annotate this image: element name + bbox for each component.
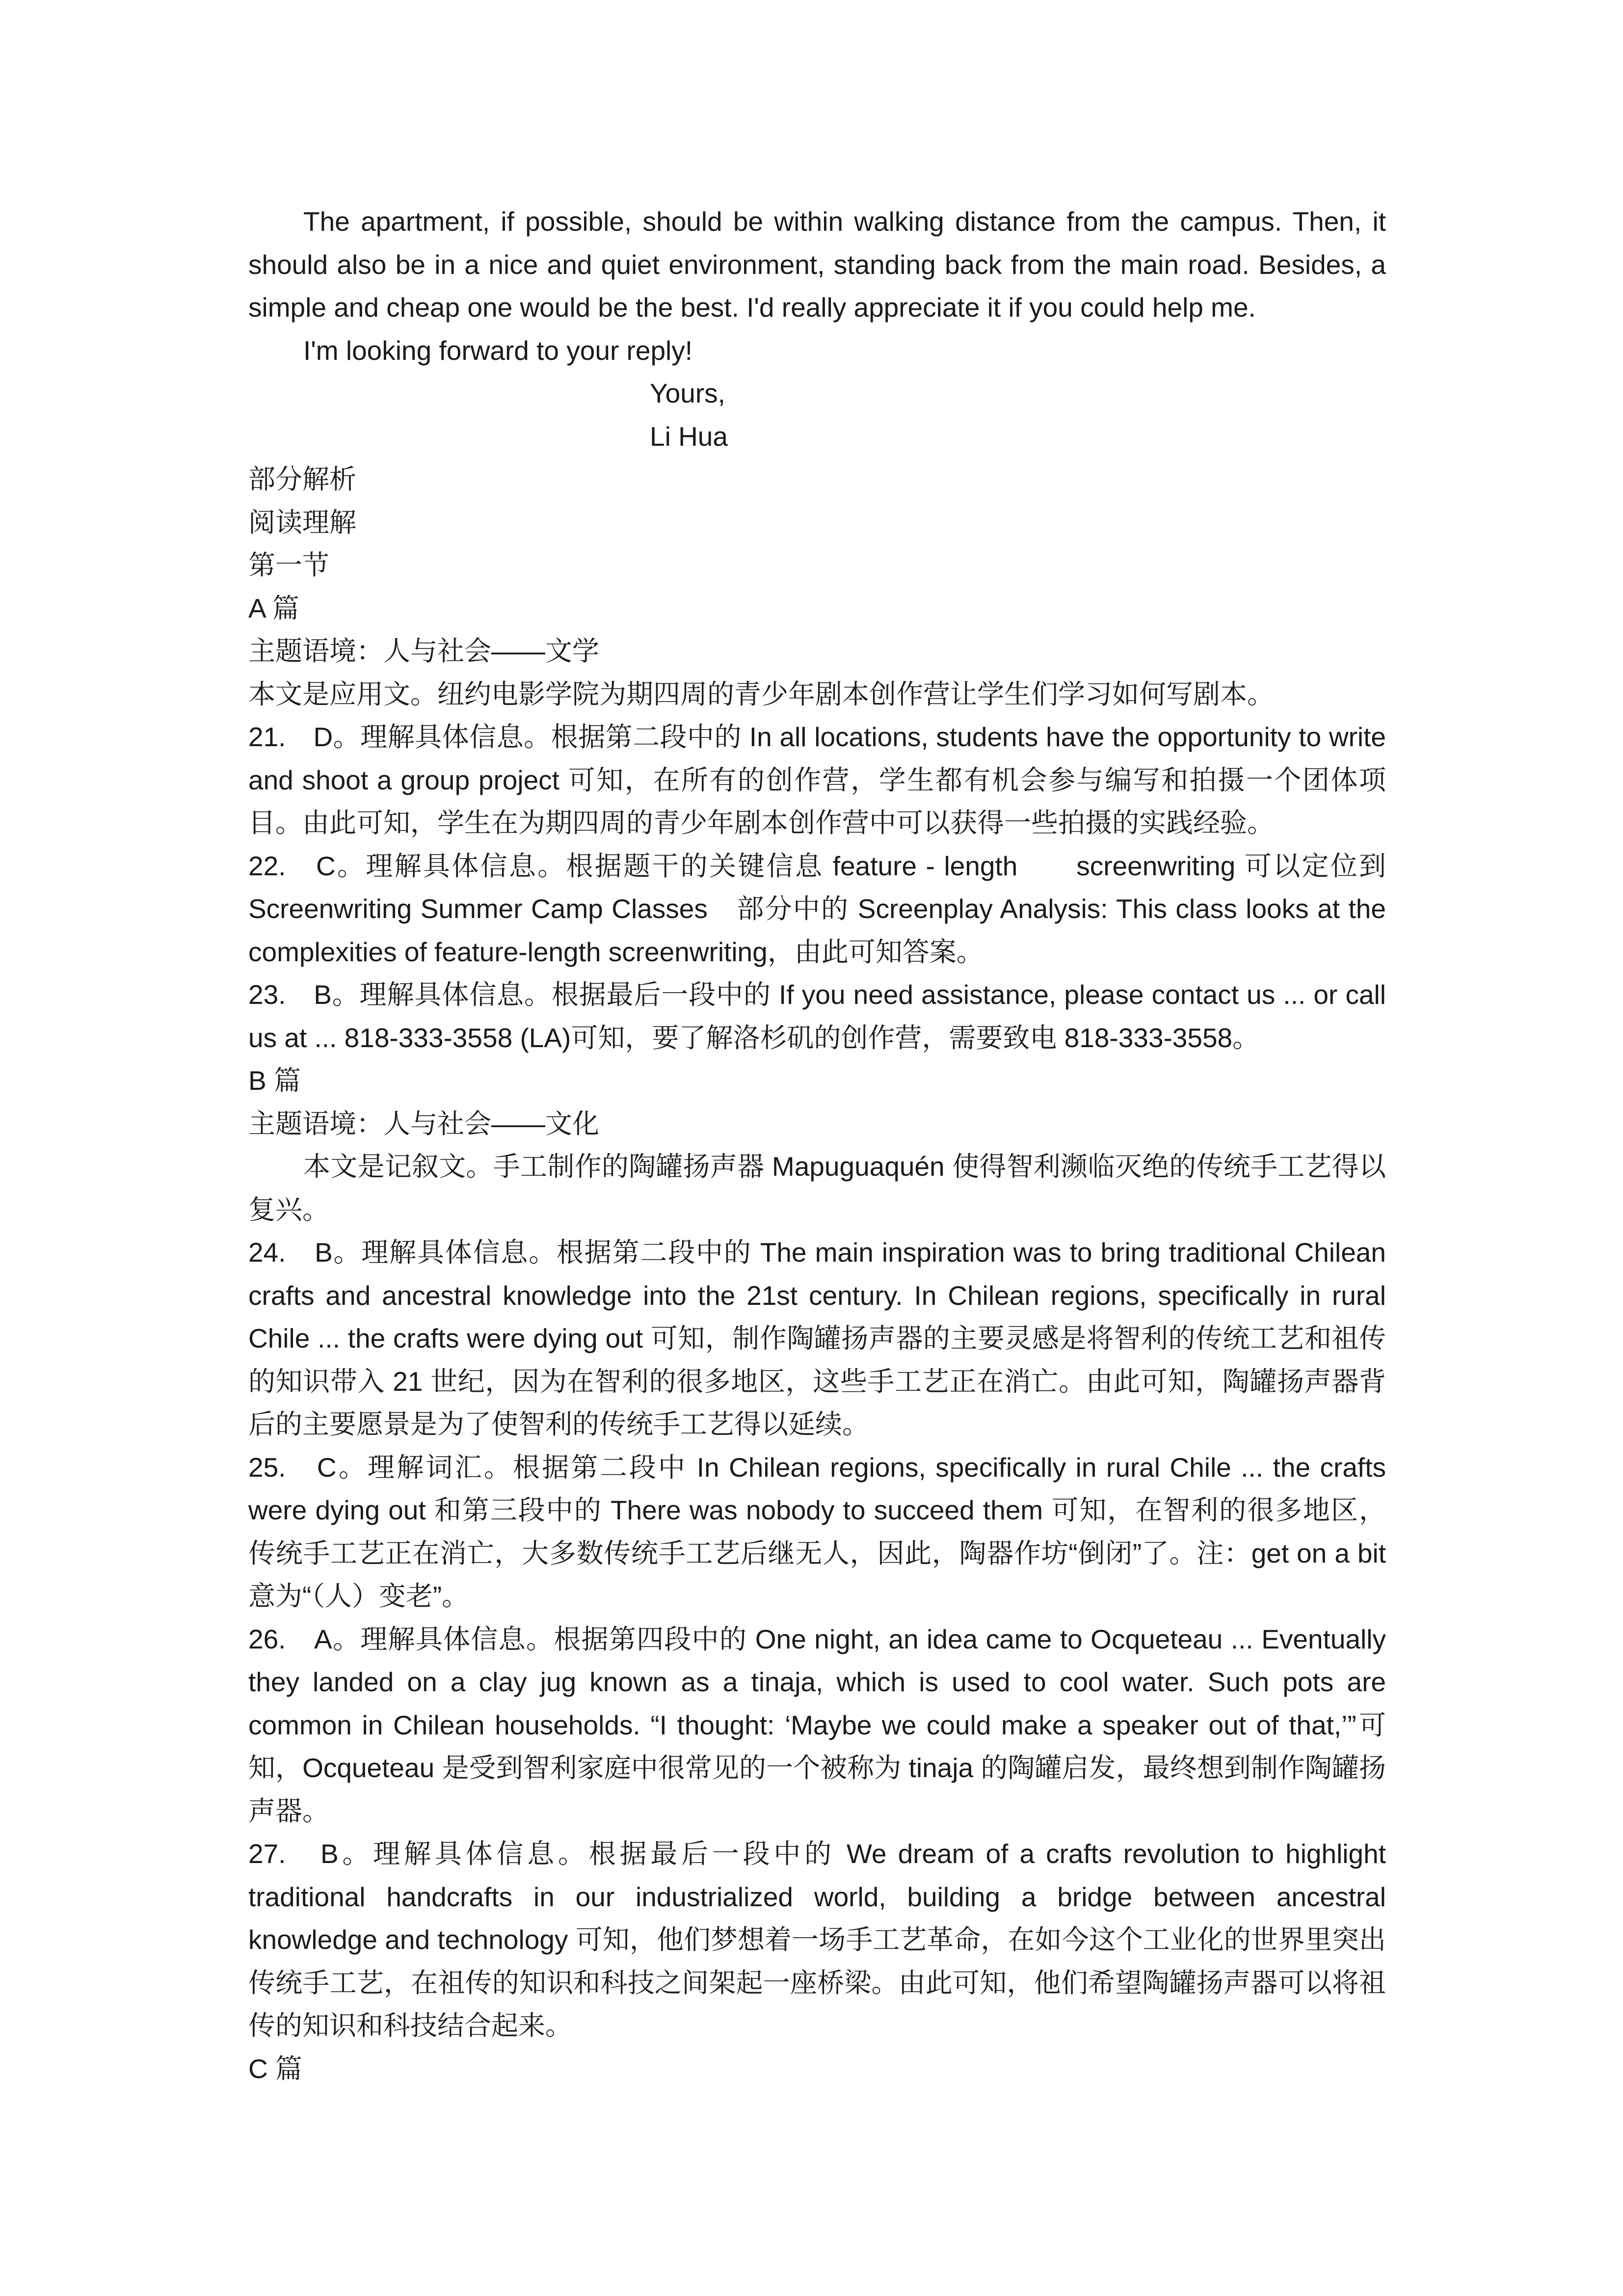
- part-title: 第一节: [248, 550, 330, 580]
- letter-paragraph: I'm looking forward to your reply!: [303, 335, 693, 366]
- passage-label: B 篇: [248, 1065, 301, 1096]
- answer-item: 24. B。理解具体信息。根据第二段中的 The main inspiration was to bring traditional Chilean crafts and ancestral knowledge into the 21st century. In Chilean regions, specifically in rural Chile ... the crafts were dying out 可知，制作陶罐扬声器的主要灵感是将智利的传统工艺和祖传的知识带入 21 世纪，因为在智利的很多地区，这些手工艺正在消亡。由此可知，陶罐扬声器背后的主要愿景是为了使智利的传统手工艺得以延续。: [248, 1237, 1386, 1439]
- analysis-heading: 部分解析: [248, 464, 357, 494]
- passage-summary: 本文是记叙文。手工制作的陶罐扬声器 Mapuguaquén 使得智利濒临灭绝的传统手工艺得以复兴。: [248, 1151, 1386, 1225]
- passage-summary: 本文是应用文。纽约电影学院为期四周的青少年剧本创作营让学生们学习如何写剧本。: [248, 678, 1275, 709]
- passage-theme: 主题语境：人与社会——文学: [248, 636, 600, 666]
- passage-label: C 篇: [248, 2053, 303, 2084]
- answer-item: 21. D。理解具体信息。根据第二段中的 In all locations, students have the opportunity to write and shoot a group project 可知，在所有的创作营，学生都有机会参与编写和拍摄一个团体项目。由此可知，学生在为期四周的青少年剧本创作营中可以获得一些拍摄的实践经验。: [248, 722, 1386, 838]
- answer-item: 22. C。理解具体信息。根据题干的关键信息 feature - length screenwriting 可以定位到 Screenwriting Summer Camp Classes 部分中的 Screenplay Analysis: This class looks at the complexities of feature-length screenwriting，由此可知答案。: [248, 850, 1386, 967]
- section-title: 阅读理解: [248, 507, 357, 538]
- letter-signature: Li Hua: [650, 421, 728, 452]
- passage-label: A 篇: [248, 593, 299, 623]
- document-page: [248, 200, 1386, 2090]
- letter-closing: Yours,: [650, 378, 725, 408]
- answer-item: 26. A。理解具体信息。根据第四段中的 One night, an idea came to Ocqueteau ... Eventually they landed on a clay jug known as a tinaja, which is used to cool water. Such pots are common in Chilean households. “I thought: ‘Maybe we could make a speaker out of that,’”可知，Ocqueteau 是受到智利家庭中很常见的一个被称为 tinaja 的陶罐启发，最终想到制作陶罐扬声器。: [248, 1623, 1386, 1826]
- letter-paragraph: The apartment, if possible, should be within walking distance from the campus. Then, it should also be in a nice and quiet environment, standing back from the main road. Besides, a simple and cheap one would be the best. I'd really appreciate it if you could help me.: [248, 206, 1386, 323]
- passage-theme: 主题语境：人与社会——文化: [248, 1108, 600, 1139]
- answer-item: 27. B。理解具体信息。根据最后一段中的 We dream of a crafts revolution to highlight traditional handcrafts in our industrialized world, building a bridge between ancestral knowledge and technology 可知，他们梦想着一场手工艺革命，在如今这个工业化的世界里突出传统手工艺，在祖传的知识和科技之间架起一座桥梁。由此可知，他们希望陶罐扬声器可以将祖传的知识和科技结合起来。: [248, 1838, 1386, 2041]
- answer-item: 23. B。理解具体信息。根据最后一段中的 If you need assistance, please contact us ... or call us at ... 818-333-3558 (LA)可知，要了解洛杉矶的创作营，需要致电 818-333-3558。: [248, 979, 1386, 1053]
- answer-item: 25. C。理解词汇。根据第二段中 In Chilean regions, specifically in rural Chile ... the crafts were dying out 和第三段中的 There was nobody to succeed them 可知，在智利的很多地区，传统手工艺正在消亡，大多数传统手工艺后继无人，因此，陶器作坊“倒闭”了。注：get on a bit 意为“（人）变老”。: [248, 1452, 1386, 1611]
